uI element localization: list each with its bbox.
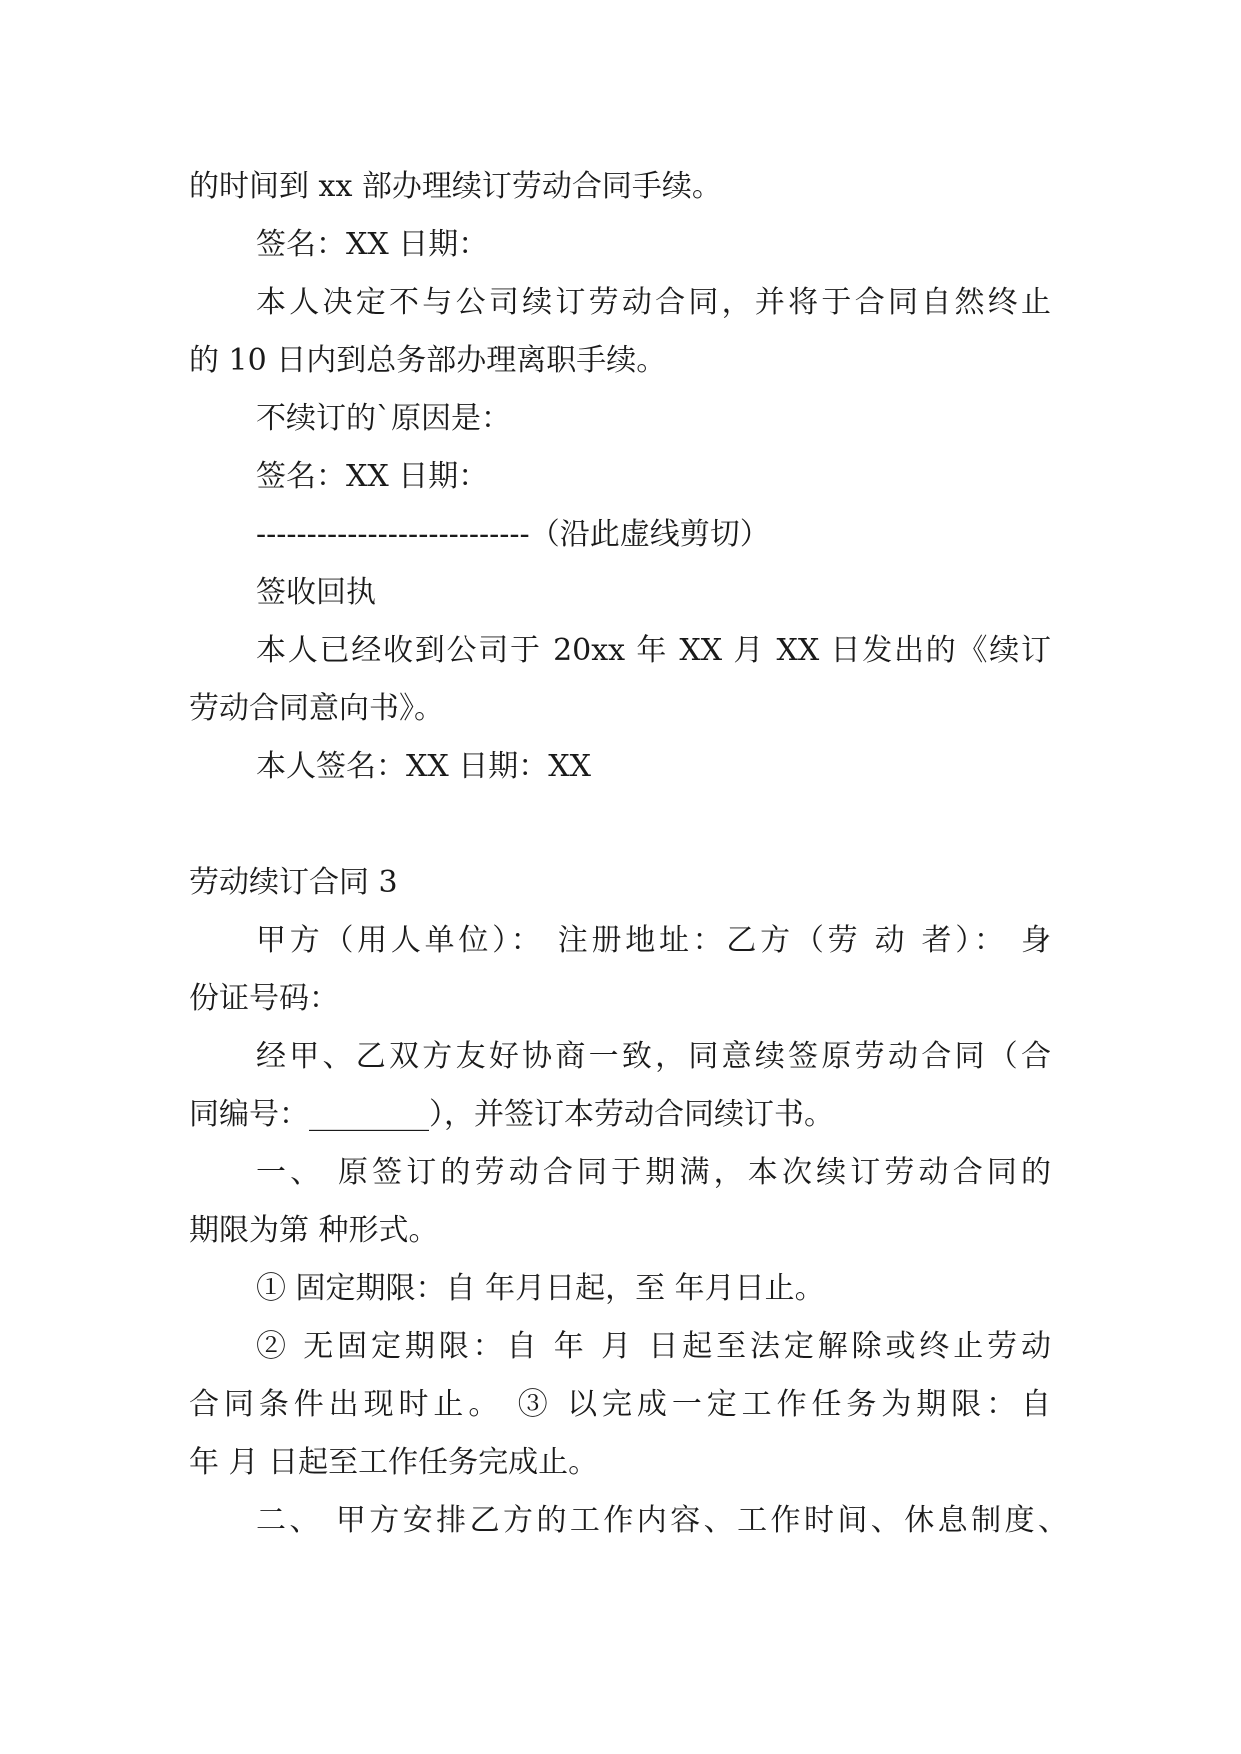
clause-line: 期限为第 种形式。 xyxy=(189,1213,439,1248)
option-line: 合同条件出现时止。 ③ 以完成一定工作任务为期限：自 xyxy=(189,1387,1051,1422)
paragraph-line: 的时间到 xx 部办理续订劳动合同手续。 xyxy=(189,169,722,204)
paragraph-line: 本人已经收到公司于 20xx 年 XX 月 XX 日发出的《续订 xyxy=(256,633,1051,668)
option-line: ② 无固定期限：自 年 月 日起至法定解除或终止劳动 xyxy=(256,1329,1051,1364)
cut-line: ---------------------------（沿此虚线剪切） xyxy=(256,517,770,552)
paragraph-line: 本人决定不与公司续订劳动合同，并将于合同自然终止 xyxy=(256,285,1051,320)
clause-line: 一、 原签订的劳动合同于期满，本次续订劳动合同的 xyxy=(256,1155,1051,1190)
paragraph-line: 份证号码： xyxy=(189,981,339,1016)
signature-date-line: 签名：XX 日期： xyxy=(256,227,489,262)
paragraph-line: 同编号：________），并签订本劳动合同续订书。 xyxy=(189,1097,834,1132)
paragraph-line: 劳动合同意向书》。 xyxy=(189,691,444,726)
signature-date-line: 签名：XX 日期： xyxy=(256,459,489,494)
section-heading: 签收回执 xyxy=(256,575,376,610)
option-line: ① 固定期限：自 年月日起，至 年月日止。 xyxy=(256,1271,825,1306)
clause-line: 二、 甲方安排乙方的工作内容、工作时间、休息制度、 xyxy=(256,1503,1068,1538)
document-title: 劳动续订合同 3 xyxy=(189,865,398,900)
paragraph-line: 不续订的`原因是： xyxy=(256,401,511,436)
paragraph-line: 的 10 日内到总务部办理离职手续。 xyxy=(189,343,667,378)
paragraph-line: 甲方（用人单位）： 注册地址：乙方（劳 动 者）： 身 xyxy=(256,923,1051,958)
option-line: 年 月 日起至工作任务完成止。 xyxy=(189,1445,599,1480)
paragraph-line: 经甲、乙双方友好协商一致，同意续签原劳动合同（合 xyxy=(256,1039,1051,1074)
signature-date-line: 本人签名：XX 日期：XX xyxy=(256,749,591,784)
